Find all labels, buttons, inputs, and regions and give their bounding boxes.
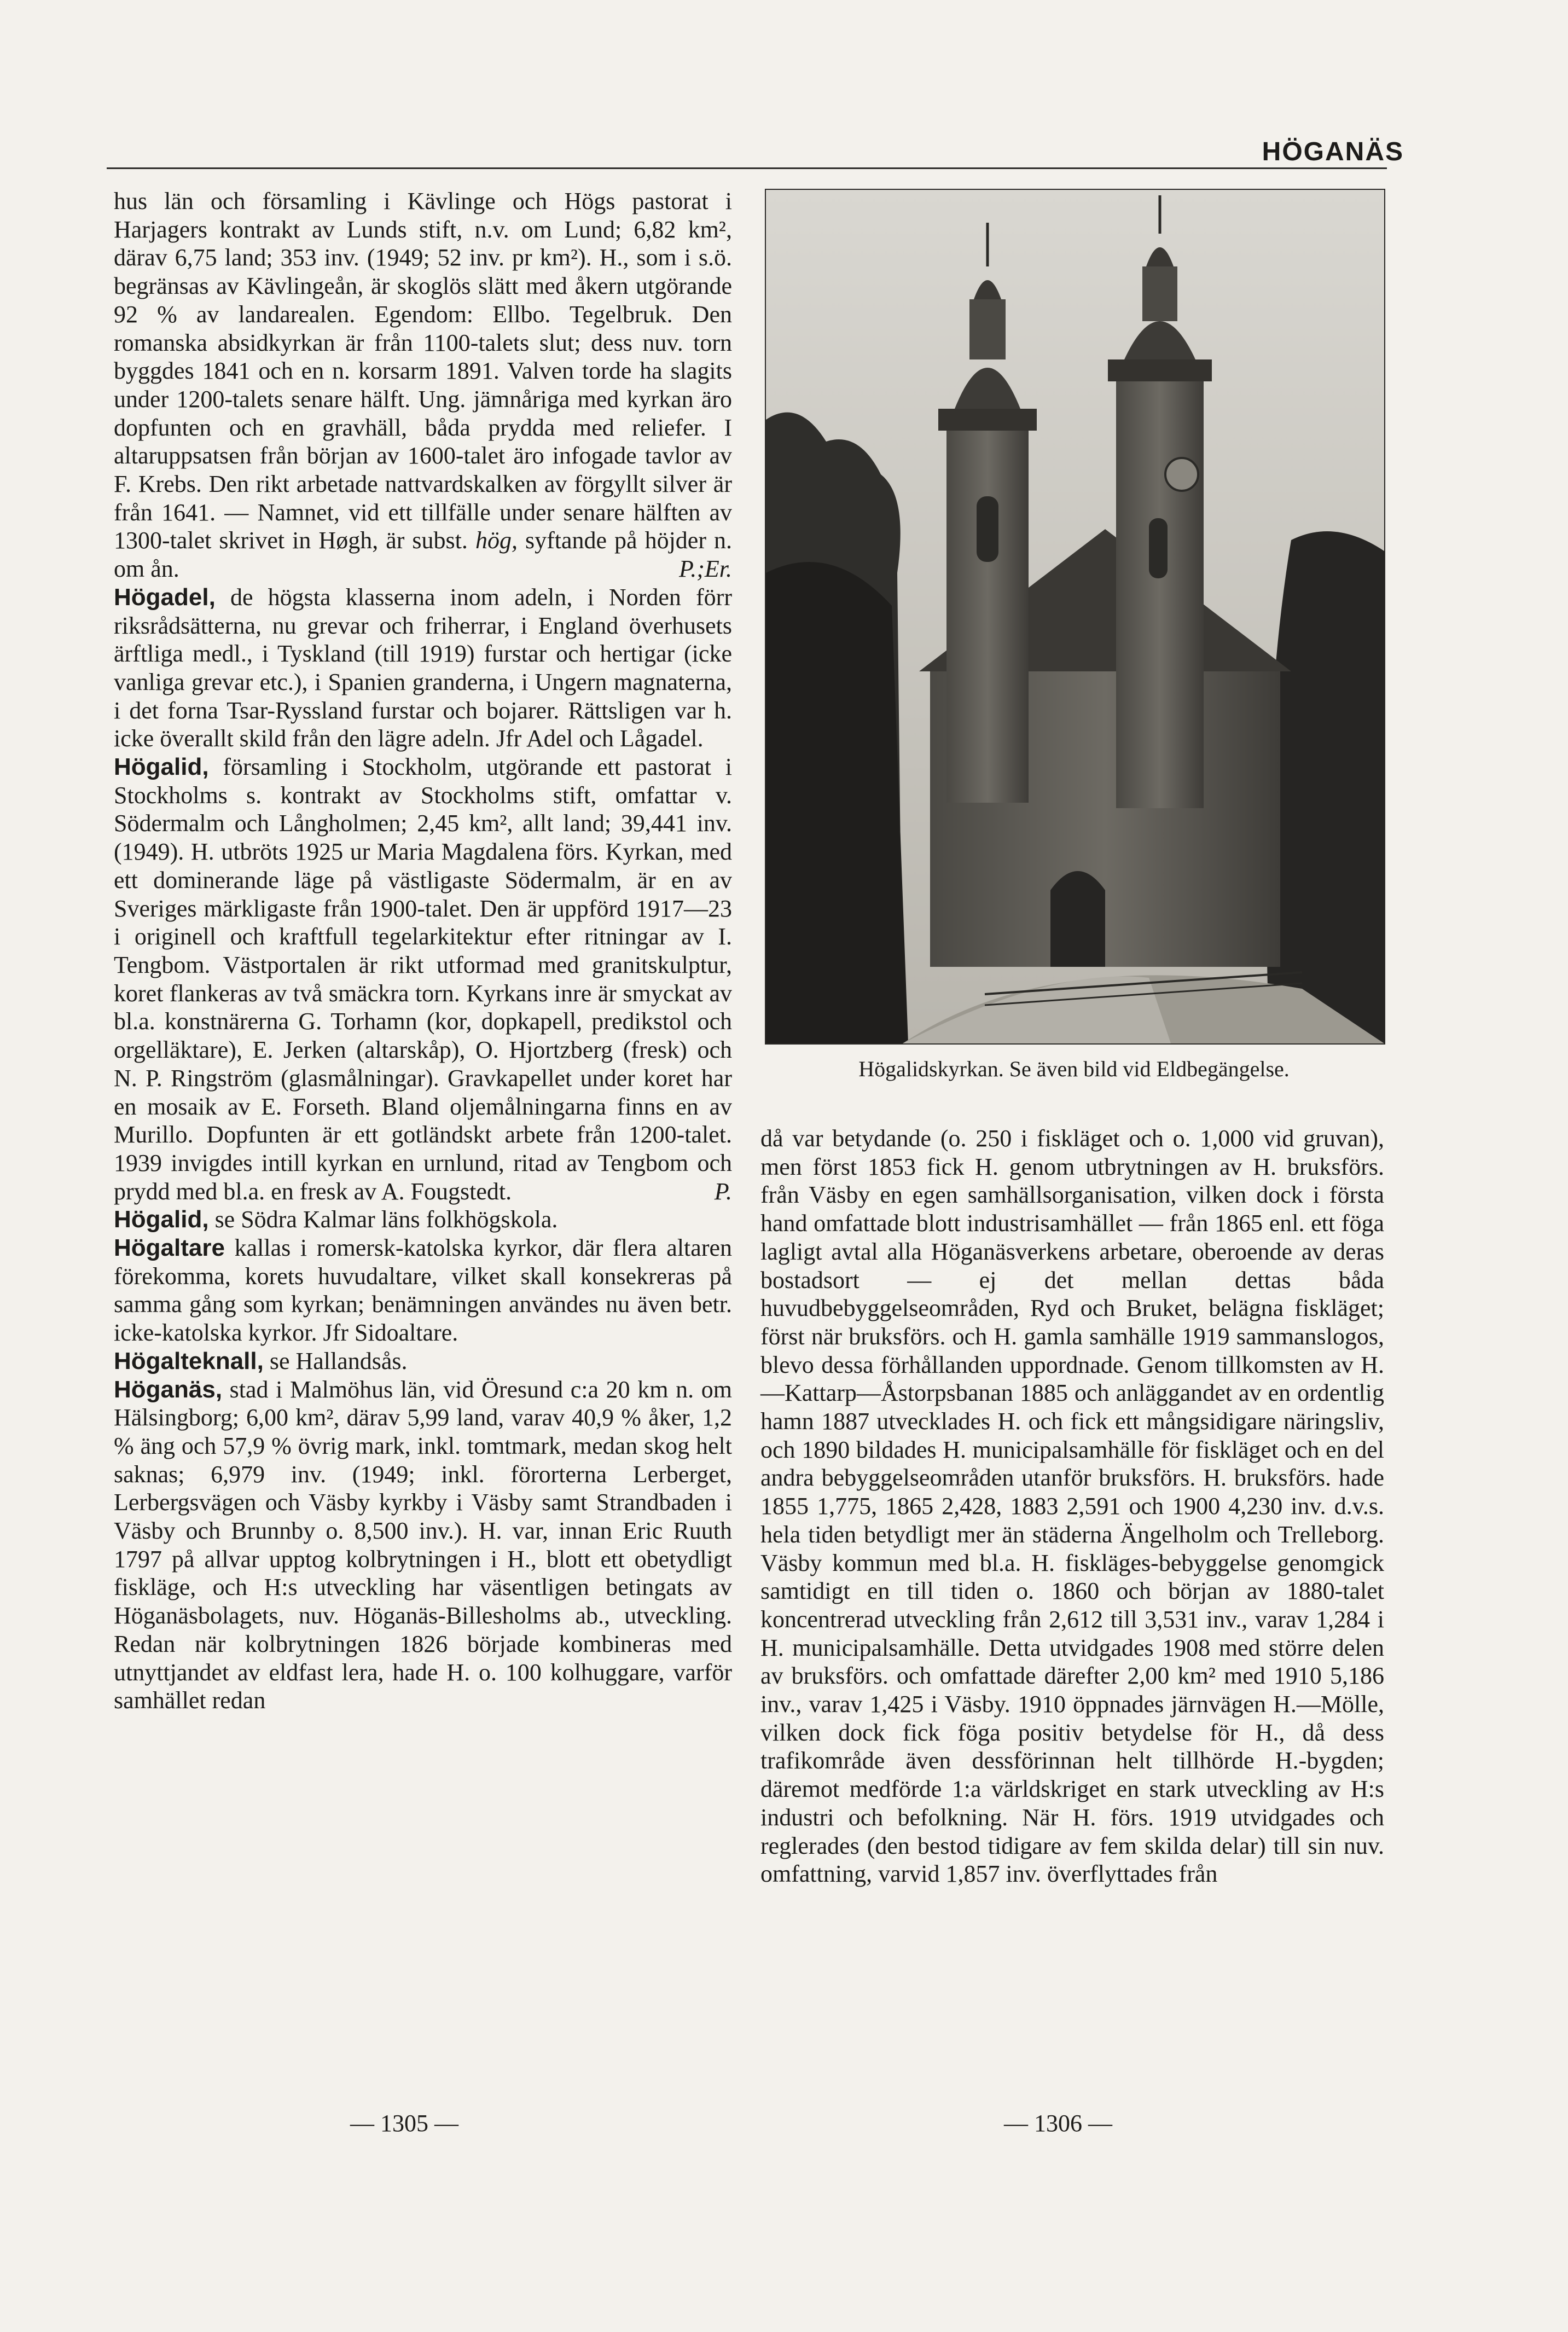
- entry-headword: Högalid,: [114, 1206, 209, 1233]
- photo-caption: Högalidskyrkan. Se även bild vid Eldbegängelse.: [858, 1057, 1290, 1081]
- entry-text: församling i Stockholm, utgörande ett pastorat i Stockholms s. kontrakt av Stockholms stift, omfattar v. Södermalm och Långholmen; 2,45 km², allt land; 39,441 inv. (1949). H. utbröts 1925 ur Maria Magdalena förs. Kyrkan, med ett dominerande läge på västligaste Södermalm, är en av Sveriges märkligaste från 1900-talet. Den är uppförd 1917—23 i originell och kraftfull tegelarkitektur efter ritningar av I. Tengbom. Västportalen är rikt utformad med granitskulptur, koret flankeras av två smäckra torn. Kyrkans inre är smyckat av bl.a. konstnärerna G. Torhamn (kor, dopkapell, predikstol och orgelläktare), E. Jerken (altarskåp), O. Hjortzberg (fresk) och N. P. Ringström (glasmålningar). Gravkapellet under koret har en mosaik av E. Forseth. Bland oljemålningarna finns en av Murillo. Dopfunten är ett gotländskt arbete från 1200-talet. 1939 invigdes intill kyrkan en urnlund, ritad av Tengbom och prydd med bl.a. en fresk av A. Fougstedt.: [114, 753, 732, 1205]
- opening-paragraph: [114, 187, 732, 583]
- entry-headword: Högadel,: [114, 583, 216, 611]
- header-rule: [107, 167, 1387, 169]
- entry-text: se Södra Kalmar läns folkhögskola.: [208, 1206, 558, 1233]
- entry-hogadel: [114, 583, 732, 753]
- opening-italic: hög,: [475, 527, 518, 554]
- entry-hogalid-forsamling: [114, 753, 732, 1205]
- left-column: [114, 187, 732, 1715]
- entry-headword: Höganäs,: [114, 1376, 223, 1403]
- opening-signature: P.;Er.: [679, 555, 732, 583]
- entry-hogalteknall: [114, 1347, 732, 1376]
- entry-headword: Högalteknall,: [114, 1347, 264, 1374]
- entry-text: de högsta klasserna inom adeln, i Norden förr riksrådsätterna, nu grevar och friherrar, i England överhusets ärftliga medl., i Tyskland (till 1919) furstar och hertigar (icke vanliga grevar etc.), i Spanien granderna, i Ungern magnaterna, i det forna Tsar-Ryssland furstar och bojarer. Rättsligen var h. icke överallt skild från den lägre adeln. Jfr Adel och Lågadel.: [114, 583, 732, 752]
- entry-signature: P.: [714, 1177, 732, 1205]
- opening-tail: syftande på höjder n. om ån.: [114, 527, 733, 583]
- entry-hogaltare: [114, 1234, 732, 1347]
- church-photo: [765, 189, 1385, 1045]
- church-illustration: [766, 190, 1384, 1043]
- running-head: HÖGANÄS: [1262, 137, 1404, 166]
- right-column: [760, 1124, 1384, 1888]
- entry-headword: Högalid,: [114, 753, 209, 781]
- page-number-left: — 1305 —: [350, 2110, 458, 2137]
- entry-text: kallas i romersk-katolska kyrkor, där flera altaren förekomma, korets huvudaltare, vilket skall konsekreras på samma gång som kyrkan; benämningen användes nu även betr. icke-katolska kyrkor. Jfr Sidoaltare.: [114, 1234, 732, 1347]
- entry-text: stad i Malmöhus län, vid Öresund c:a 20 km n. om Hälsingborg; 6,00 km², därav 5,99 land, varav 40,9 % åker, 1,2 % äng och 57,9 % övrig mark, inkl. tomtmark, medan skog helt saknas; 6,979 inv. (1949; inkl. förorterna Lerberget, Lerbergsvägen och Väsby kyrkby i Väsby samt Strandbaden i Väsby och Brunnby o. 8,500 inv.). H. var, innan Eric Ruuth 1797 på allvar upptog kolbrytningen i H., blott ett obetydligt fiskläge, och H:s utveckling har väsentligen betingats av Höganäsbolagets, nuv. Höganäs-Billesholms ab., utveckling. Redan när kolbrytningen 1826 började kombineras med utnyttjandet av eldfast lera, hade H. o. 100 kolhuggare, varför samhället redan: [114, 1376, 732, 1714]
- opening-text: hus län och församling i Kävlinge och Högs pastorat i Harjagers kontrakt av Lunds stift, n.v. om Lund; 6,82 km², därav 6,75 land; 353 inv. (1949; 52 inv. pr km²). H., som i s.ö. begränsas av Kävlingeån, är skoglös slätt med åkern utgörande 92 % av landarealen. Egendom: Ellbo. Tegelbruk. Den romanska absidkyrkan är från 1100-talets slut; dess nuv. torn byggdes 1841 och en n. korsarm 1891. Valven torde ha slagits under 1200-talets senare hälft. Ung. jämnåriga med kyrkan äro dopfunten och en gravhäll, båda prydda med reliefer. I altaruppsatsen från början av 1600-talet äro infogade tavlor av F. Krebs. Den rikt arbetade nattvardskalken av förgyllt silver är från 1641. — Namnet, vid ett tillfälle under senare hälften av 1300-talet skrivet in Høgh, är subst.: [114, 188, 732, 554]
- right-column-text: då var betydande (o. 250 i fiskläget och o. 1,000 vid gruvan), men först 1853 fick H. genom utbrytningen av H. bruksförs. från Väsby en egen samhällsorganisation, vilken dock i första hand omfattade blott industrisamhället — från 1865 enl. ett föga lagligt avtal alla Höganäsverkens arbetare, oberoende av deras bostadsort — ej det mellan dettas båda huvudbebyggelseområden, Ryd och Bruket, belägna fiskläget; först när bruksförs. och H. gamla samhälle 1919 sammanslogos, blevo dessa förhållanden uppordnade. Genom tillkomsten av H.—Kattarp—Åstorpsbanan 1885 och anläggandet av en ordentlig hamn 1887 utvecklades H. och fick ett mångsidigare näringsliv, och 1890 bildades H. municipalsamhälle för fiskläget och en del andra bebyggelseområden utanför bruksförs. H. bruksförs. hade 1855 1,775, 1865 2,428, 1883 2,591 och 1900 4,230 inv. d.v.s. hela tiden betydligt mer än städerna Ängelholm och Trelleborg. Väsby kommun med bl.a. H. fiskläges-bebyggelse genomgick samtidigt en till tiden o. 1860 och början av 1880-talet koncentrerad utveckling från 2,612 till 3,531 inv., varav 1,284 i H. municipalsamhälle. Detta utvidgades 1908 med större delen av bruksförs. och omfattade därefter 2,00 km² med 1910 5,186 inv., varav 1,425 i Väsby. 1910 öppnades järnvägen H.—Mölle, vilken dock fick föga positiv betydelse för H., då dess trafikområde även dessförinnan helt tillhörde H.-bygden; däremot medförde 1:a världskriget en stark utveckling av H:s industri och befolkning. När H. förs. 1919 utvidgades och reglerades (den bestod tidigare av fem skilda delar) till sin nuv. omfattning, varvid 1,857 inv. överflyttades från: [760, 1125, 1384, 1888]
- entry-hoganas: [114, 1376, 732, 1715]
- entry-headword: Högaltare: [114, 1234, 225, 1262]
- entry-text: se Hallandsås.: [263, 1347, 408, 1374]
- entry-hogalid-folkhogskola: [114, 1205, 732, 1234]
- page-number-right: — 1306 —: [1004, 2110, 1112, 2137]
